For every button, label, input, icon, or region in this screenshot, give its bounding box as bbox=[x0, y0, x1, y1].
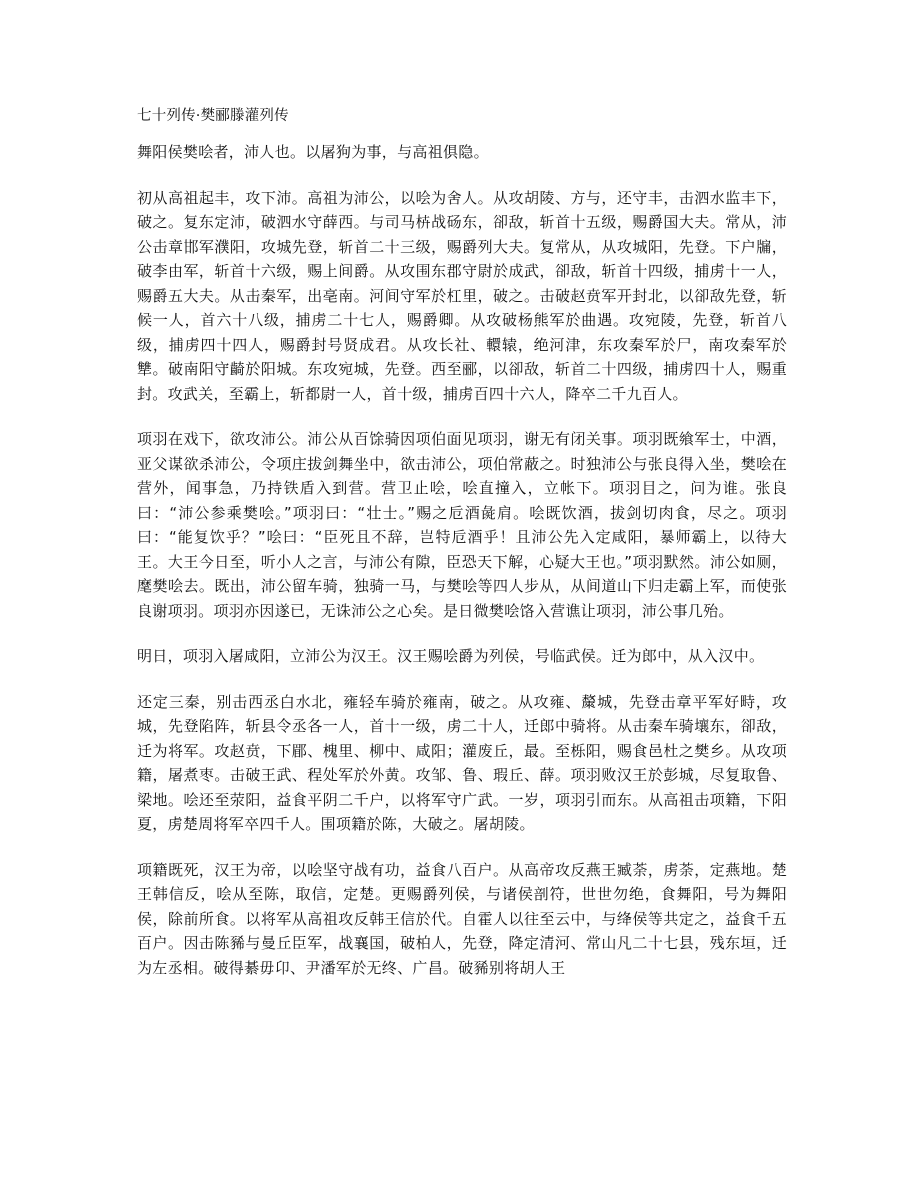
paragraph: 明日，项羽入屠咸阳，立沛公为汉王。汉王赐哙爵为列侯，号临武侯。迁为郎中，从入汉中。 bbox=[137, 647, 765, 665]
document-title: 七十列传·樊郦滕灌列传 bbox=[137, 108, 289, 124]
paragraph: 还定三秦，别击西丞白水北，雍轻车骑於雍南，破之。从攻雍、斄城，先登击章平军好畤，攻城，先登陷阵，斩县令丞各一人，首十一级，虏二十人，迁郎中骑将。从击秦车骑壤东，卻敌，迁为将军。攻赵贲，下郿、槐里、柳中、咸阳；灌废丘，最。至栎阳，赐食邑杜之樊乡。从攻项籍，屠煮枣。击破王武、程处军於外黄。攻邹、鲁、瑕丘、薛。项羽败汉王於彭城，尽复取鲁、梁地。哙还至荥阳，益食平阴二千户，以将军守广武。一岁，项羽引而东。从高祖击项籍，下阳夏，虏楚周将军卒四千人。围项籍於陈，大破之。屠胡陵。 bbox=[137, 692, 787, 833]
paragraph: 项羽在戏下，欲攻沛公。沛公从百馀骑因项伯面见项羽，谢无有闭关事。项羽既飨军士，中酒，亚父谋欲杀沛公，令项庄拔剑舞坐中，欲击沛公，项伯常蔽之。时独沛公与张良得入坐，樊哙在营外，闻事急，乃持铁盾入到营。营卫止哙，哙直撞入，立帐下。项羽目之，问为谁。张良曰：“沛公参乘樊哙。”项羽曰：“壮士。”赐之卮酒彘肩。哙既饮酒，拔剑切肉食，尽之。项羽曰：“能复饮乎？”哙曰：“臣死且不辞，岂特卮酒乎！且沛公先入定咸阳，暴师霸上，以待大王。大王今日至，听小人之言，与沛公有隙，臣恐天下解，心疑大王也。”项羽默然。沛公如厕，麾樊哙去。既出，沛公留车骑，独骑一马，与樊哙等四人步从，从间道山下归走霸上军，而使张良谢项羽。项羽亦因遂已，无诛沛公之心矣。是日微樊哙饹入营谯让项羽，沛公事几殆。 bbox=[137, 430, 787, 620]
document-page bbox=[137, 104, 787, 1001]
paragraph: 舞阳侯樊哙者，沛人也。以屠狗为事，与高祖俱隐。 bbox=[137, 143, 489, 161]
paragraph: 项籍既死，汉王为帝，以哙坚守战有功，益食八百户。从高帝攻反燕王臧荼，虏荼，定燕地。楚王韩信反，哙从至陈，取信，定楚。更赐爵列侯，与诸侯剖符，世世勿绝，食舞阳，号为舞阳侯，除前所食。以将军从高祖攻反韩王信於代。自霍人以往至云中，与绛侯等共定之，益食千五百户。因击陈豨与曼丘臣军，战襄国，破柏人，先登，降定清河、常山凡二十七县，残东垣，迁为左丞相。破得綦毋卬、尹潘军於无终、广昌。破豨别将胡人王 bbox=[137, 860, 787, 977]
paragraph: 初从高祖起丰，攻下沛。高祖为沛公，以哙为舍人。从攻胡陵、方与，还守丰，击泗水监丰下，破之。复东定沛，破泗水守薛西。与司马枿战砀东，卻敌，斩首十五级，赐爵国大夫。常从，沛公击章邯军濮阳，攻城先登，斩首二十三级，赐爵列大夫。复常从，从攻城阳，先登。下户牖，破李由军，斩首十六级，赐上间爵。从攻围东郡守尉於成武，卻敌，斩首十四级，捕虏十一人，赐爵五大夫。从击秦军，出亳南。河间守军於杠里，破之。击破赵贲军开封北，以卻敌先登，斩候一人，首六十八级，捕虏二十七人，赐爵卿。从攻破杨熊军於曲遇。攻宛陵，先登，斩首八级，捕虏四十四人，赐爵封号贤成君。从攻长社、轘辕，绝河津，东攻秦军於尸，南攻秦军於犨。破南阳守齮於阳城。东攻宛城，先登。西至郦，以卻敌，斩首二十四级，捕虏四十人，赐重封。攻武关，至霸上，斩都尉一人，首十级，捕虏百四十六人，降卒二千九百人。 bbox=[137, 188, 787, 403]
